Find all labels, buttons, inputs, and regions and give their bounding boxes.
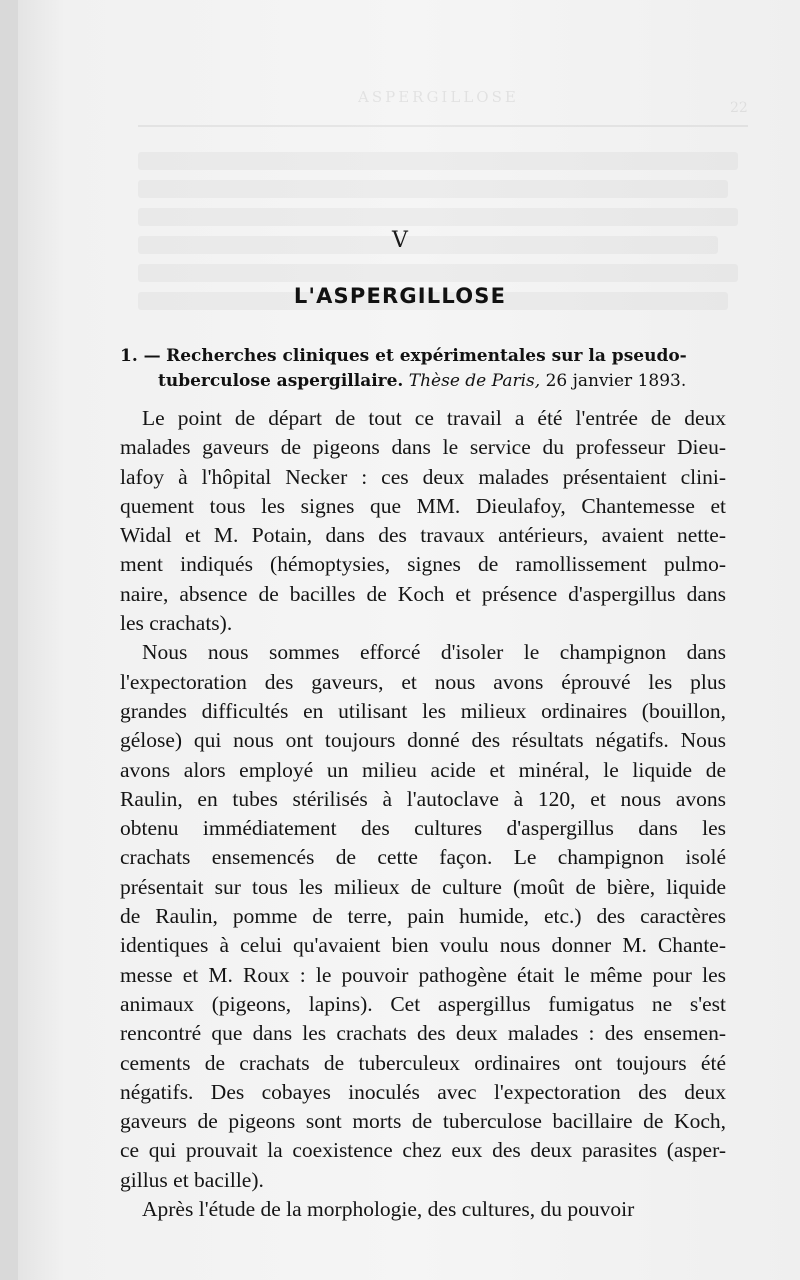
- text-line: crachats ensemencés de cette façon. Le champignon isolé: [120, 845, 726, 870]
- text-line: de Raulin, pomme de terre, pain humide, etc.) des caractères: [120, 904, 726, 929]
- text-line: identiques à celui qu'avaient bien voulu nous donner M. Chante-: [120, 933, 726, 958]
- text-line: rencontré que dans les crachats des deux malades : des ensemen-: [120, 1021, 726, 1046]
- section-date: 26 janvier 1893.: [545, 371, 687, 391]
- chapter-number: V: [392, 228, 408, 253]
- show-through-line: [138, 152, 738, 170]
- chapter-title: L'ASPERGILLOSE: [293, 284, 507, 308]
- text-line: ment indiqués (hémoptysies, signes de ramollissement pulmo-: [120, 552, 726, 577]
- paragraph: [120, 404, 726, 638]
- text-line: Après l'étude de la morphologie, des cultures, du pouvoir: [142, 1197, 635, 1222]
- text-line: animaux (pigeons, lapins). Cet aspergillus fumigatus ne s'est: [120, 991, 726, 1016]
- text-line: l'expectoration des gaveurs, et nous avons éprouvé les plus: [120, 669, 726, 694]
- show-through-page-number: 22: [730, 100, 748, 116]
- body-text: [120, 404, 726, 1224]
- text-line: négatifs. Des cobayes inoculés avec l'expectoration des deux: [120, 1079, 726, 1104]
- text-line: obtenu immédiatement des cultures d'aspergillus dans les: [120, 816, 726, 841]
- text-line: Le point de départ de tout ce travail a été l'entrée de deux: [142, 406, 726, 430]
- paragraph: [120, 638, 726, 1195]
- show-through-line: [138, 180, 728, 198]
- paragraph: [120, 1195, 726, 1224]
- text-line: Raulin, en tubes stérilisés à l'autoclave à 120, et nous avons: [120, 786, 726, 811]
- section-thesis: Thèse de Paris,: [408, 371, 541, 391]
- text-line: ce qui prouvait la coexistence chez eux des deux parasites (asper-: [120, 1138, 726, 1163]
- show-through-line: [138, 264, 738, 282]
- text-line: messe et M. Roux : le pouvoir pathogène était le même pour les: [120, 962, 726, 987]
- text-line: présentait sur tous les milieux de culture (moût de bière, liquide: [120, 874, 726, 899]
- section-number: 1. —: [120, 346, 161, 366]
- text-line: Widal et M. Potain, dans des travaux antérieurs, avaient nette-: [120, 523, 726, 548]
- section-title-line2: tuberculose aspergillaire.: [158, 371, 404, 391]
- text-line: naire, absence de bacilles de Koch et présence d'aspergillus dans: [120, 581, 726, 606]
- text-line: Nous nous sommes efforcé d'isoler le champignon dans: [142, 640, 726, 665]
- text-line: grandes difficultés en utilisant les milieux ordinaires (bouillon,: [120, 698, 726, 723]
- text-line: malades gaveurs de pigeons dans le service du professeur Dieu-: [120, 435, 726, 460]
- text-line: les crachats).: [120, 611, 233, 636]
- text-line: quement tous les signes que MM. Dieulafoy, Chantemesse et: [120, 493, 726, 518]
- section-title-line1: Recherches cliniques et expérimentales sur la pseudo-: [166, 346, 687, 366]
- text-line: gaveurs de pigeons sont morts de tuberculose bacillaire de Koch,: [120, 1109, 726, 1134]
- text-line: cements de crachats de tuberculeux ordinaires ont toujours été: [120, 1050, 726, 1075]
- show-through-rule: [138, 125, 748, 127]
- text-line: avons alors employé un milieu acide et minéral, le liquide de: [120, 757, 726, 782]
- show-through-line: [138, 208, 738, 226]
- section-heading: [120, 344, 724, 394]
- text-line: lafoy à l'hôpital Necker : ces deux malades présentaient clini-: [120, 464, 726, 489]
- show-through-header: ASPERGILLOSE: [358, 88, 519, 106]
- text-line: gélose) qui nous ont toujours donné des résultats négatifs. Nous: [120, 728, 726, 753]
- text-line: gillus et bacille).: [120, 1167, 264, 1192]
